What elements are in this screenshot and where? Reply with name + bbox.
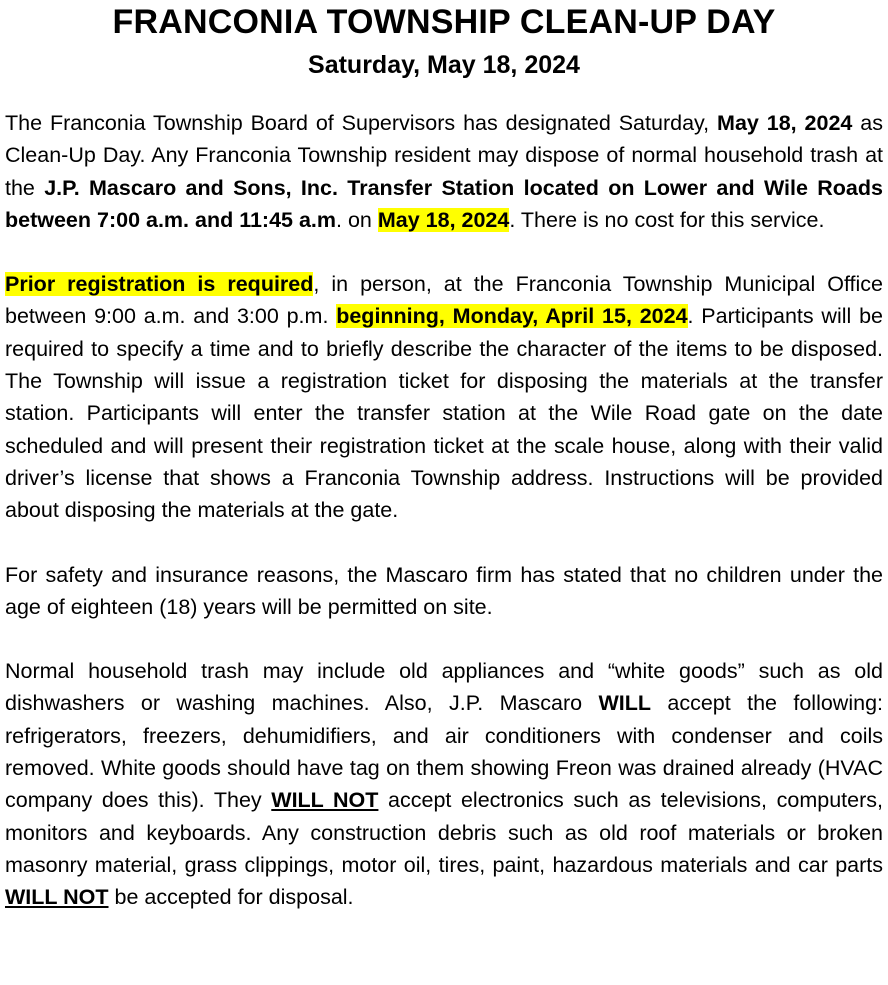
announcement-date-bold: May 18, 2024 xyxy=(717,111,853,135)
announcement-text-4: . There is no cost for this service. xyxy=(509,207,825,232)
items-text-2: accept the following: refrigerators, freezers, dehumidifiers, and air conditioners with condenser and coils removed. White goods should have tag on them showing Freon was drained already (HVAC company does this). They xyxy=(5,691,883,813)
announcement-text-1: The Franconia Township Board of Supervisors has designated Saturday, xyxy=(5,111,718,135)
announcement-location-bold: J.P. Mascaro and Sons, Inc. Transfer Station located on Lower and Wile Roads between 7:00 a.m. and 11:45 a.m xyxy=(5,175,883,232)
items-text-1: Normal household trash may include old appliances and “white goods” such as old dishwashers or washing machines. Also, J.P. Mascaro xyxy=(5,659,883,716)
items-will-not-bold-1: WILL NOT xyxy=(271,788,379,813)
registration-required-highlight: Prior registration is required xyxy=(5,272,314,297)
items-text-3: accept electronics such as televisions, computers, monitors and keyboards. Any construction debris such as old roof materials or broken masonry material, grass clippings, motor oil, tires, paint, hazardous materials and car parts xyxy=(5,788,883,877)
registration-text-1: , in person, at the Franconia Township Municipal Office between 9:00 a.m. and 3:00 p.m. xyxy=(5,272,883,329)
document-title: FRANCONIA TOWNSHIP CLEAN-UP DAY xyxy=(112,3,776,41)
items-text-4: be accepted for disposal. xyxy=(108,885,354,910)
paragraph-registration xyxy=(5,268,883,526)
items-will-bold: WILL xyxy=(598,691,651,716)
paragraph-safety: For safety and insurance reasons, the Mascaro firm has stated that no children under the age of eighteen (18) years will be permitted on site. xyxy=(5,562,883,619)
announcement-text-2: as Clean-Up Day. Any Franconia Township resident may dispose of normal household trash at the xyxy=(5,111,883,200)
announcement-text-3: . on xyxy=(336,207,378,232)
document-subtitle: Saturday, May 18, 2024 xyxy=(308,51,580,79)
announcement-date-highlight: May 18, 2024 xyxy=(377,207,510,232)
registration-text-2: . Participants will be required to specify a time and to briefly describe the character of the items to be disposed. The Township will issue a registration ticket for disposing the materials at the transfer station. Participants will enter the transfer station at the Wile Road gate on the date scheduled and will present their registration ticket at the scale house, along with their valid driver’s license that shows a Franconia Township address. Instructions will be provided about disposing the materials at the gate. xyxy=(5,304,883,523)
paragraph-accepted-items xyxy=(5,655,883,913)
paragraph-announcement xyxy=(5,107,883,236)
registration-start-highlight: beginning, Monday, April 15, 2024 xyxy=(336,304,688,329)
items-will-not-bold-2: WILL NOT xyxy=(5,885,109,910)
